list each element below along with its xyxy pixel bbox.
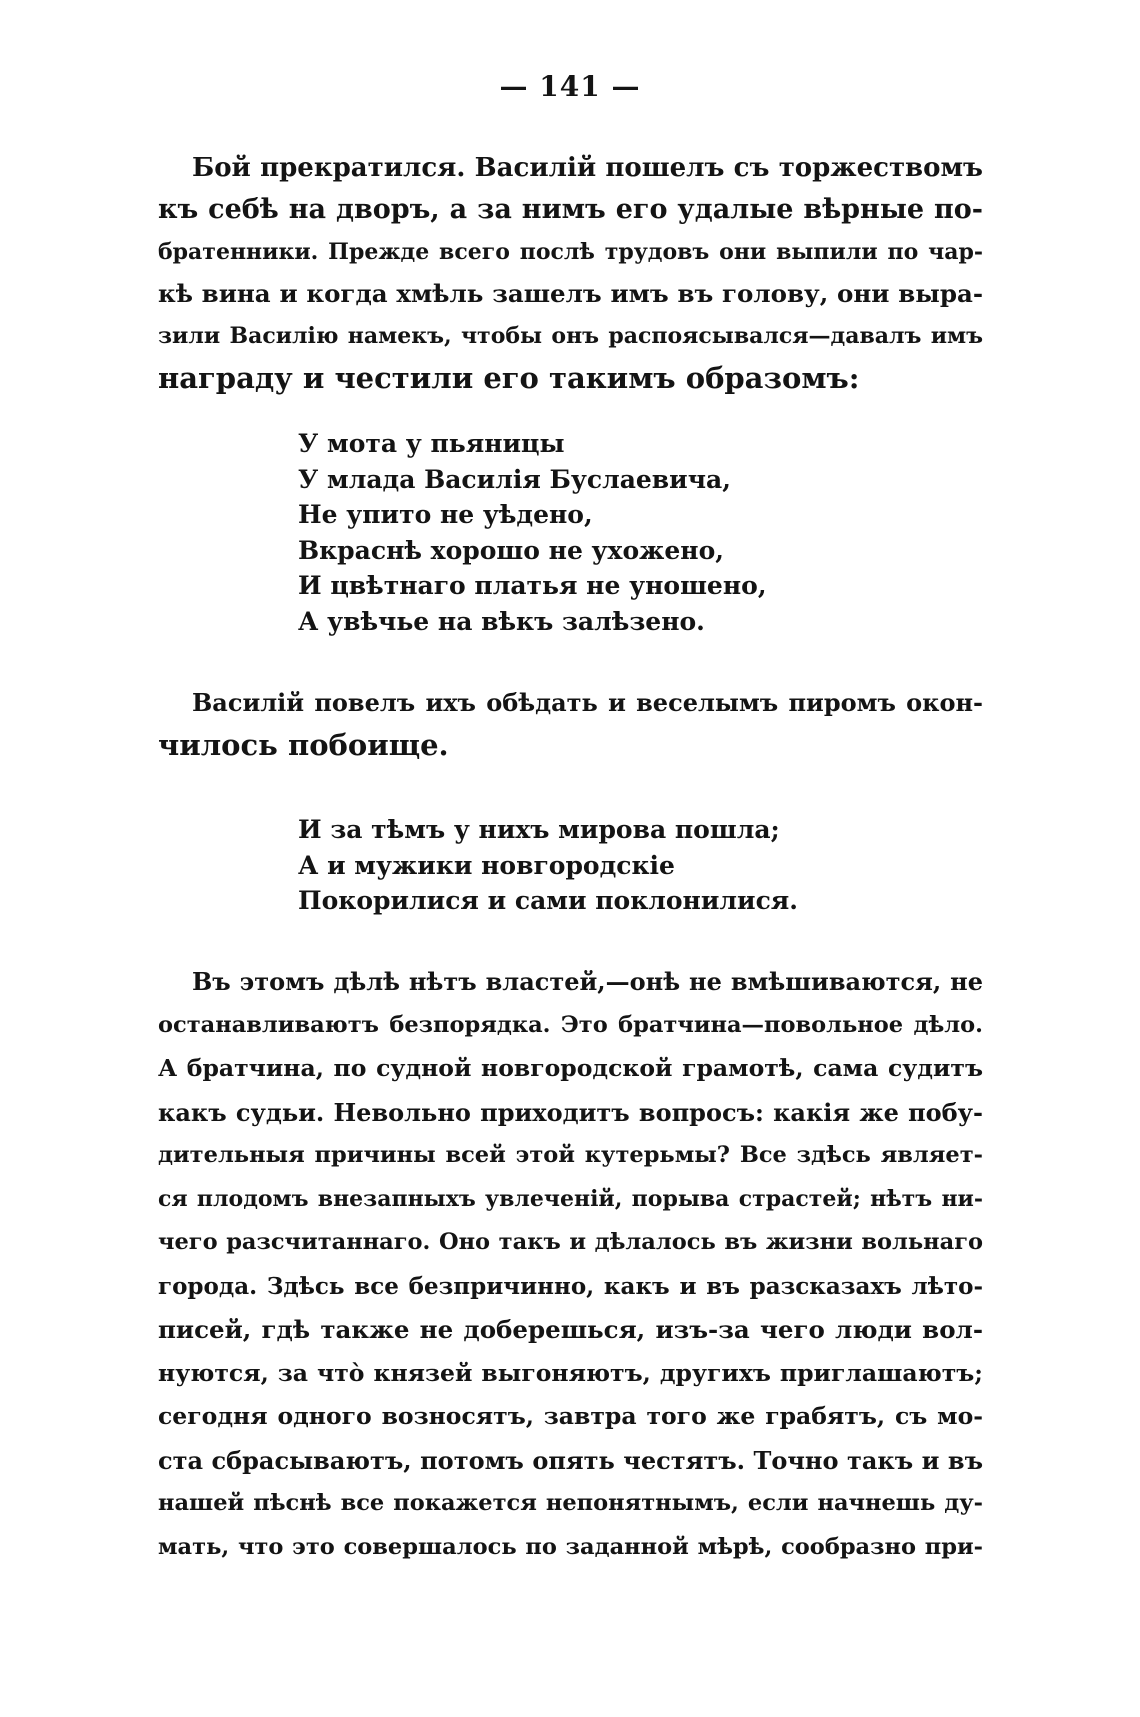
paragraph-line: ста сбрасываютъ, потомъ опять честятъ. Точно такъ и въ (158, 1445, 983, 1475)
verse-line: У мота у пьяницы (298, 429, 565, 458)
verse-line: И цвѣтнаго платья не уношено, (298, 571, 767, 600)
verse-line: А увѣчье на вѣкъ залѣзено. (298, 606, 705, 636)
paragraph-line: останавливаютъ безпорядка. Это братчина—повольное дѣло. (158, 1011, 983, 1038)
paragraph-line: чего разсчитаннаго. Оно такъ и дѣлалось въ жизни вольнаго (158, 1229, 983, 1255)
paragraph-line: награду и честили его такимъ образомъ: (158, 361, 860, 395)
paragraph-line: какъ судьи. Невольно приходитъ вопросъ: какія же побу- (158, 1097, 983, 1127)
paragraph-line: ся плодомъ внезапныхъ увлеченій, порыва страстей; нѣтъ ни- (158, 1185, 983, 1212)
verse-line: А и мужики новгородскіе (298, 850, 675, 880)
paragraph-2 (158, 682, 983, 766)
verse-2 (298, 812, 798, 919)
paragraph-line: Въ этомъ дѣлѣ нѣтъ властей,—онѣ не вмѣшиваются, не (192, 967, 983, 996)
verse-line: Не упито не уѣдено, (298, 500, 593, 529)
verse-line: У млада Василія Буслаевича, (298, 464, 731, 494)
paragraph-line: города. Здѣсь все безпричинно, какъ и въ разсказахъ лѣто- (158, 1272, 983, 1300)
paragraph-line: братенники. Прежде всего послѣ трудовъ они выпили по чар- (158, 239, 983, 265)
verse-line: Покорилися и сами поклонилися. (298, 886, 798, 915)
paragraph-line: къ себѣ на дворъ, а за нимъ его удалые вѣрные по- (158, 194, 983, 225)
paragraph-line: кѣ вина и когда хмѣль зашелъ имъ въ голову, они выра- (158, 279, 983, 308)
paragraph-line: Василій повелъ ихъ обѣдать и веселымъ пиромъ окон- (192, 688, 983, 717)
paragraph-line: писей, гдѣ также не доберешься, изъ-за чего люди вол- (158, 1315, 983, 1344)
verse-1 (298, 426, 767, 639)
paragraph-line: чилось побоище. (158, 728, 449, 762)
paragraph-line: мать, что это совершалось по заданной мѣрѣ, сообразно при- (158, 1533, 983, 1560)
paragraph-1 (158, 147, 983, 399)
paragraph-line: А братчина, по судной новгородской грамотѣ, сама судитъ (158, 1054, 983, 1082)
page-number: — 141 — (499, 70, 641, 103)
paragraph-line: дительныя причины всей этой кутерьмы? Все здѣсь являет- (158, 1142, 983, 1168)
paragraph-3 (158, 960, 983, 1569)
paragraph-line: нуются, за что̀ князей выгоняютъ, другихъ приглашаютъ; (158, 1358, 983, 1387)
verse-line: И за тѣмъ у нихъ мирова пошла; (298, 815, 780, 844)
paragraph-line: нашей пѣснѣ все покажется непонятнымъ, если начнешь ду- (158, 1490, 983, 1516)
paragraph-line: Бой прекратился. Василій пошелъ съ торжествомъ (192, 153, 983, 183)
verse-line: Вкраснѣ хорошо не ухожено, (298, 535, 724, 565)
paragraph-line: сегодня одного возносятъ, завтра того же грабятъ, съ мо- (158, 1402, 983, 1430)
paragraph-line: зили Василію намекъ, чтобы онъ распоясывался—давалъ имъ (158, 323, 983, 349)
